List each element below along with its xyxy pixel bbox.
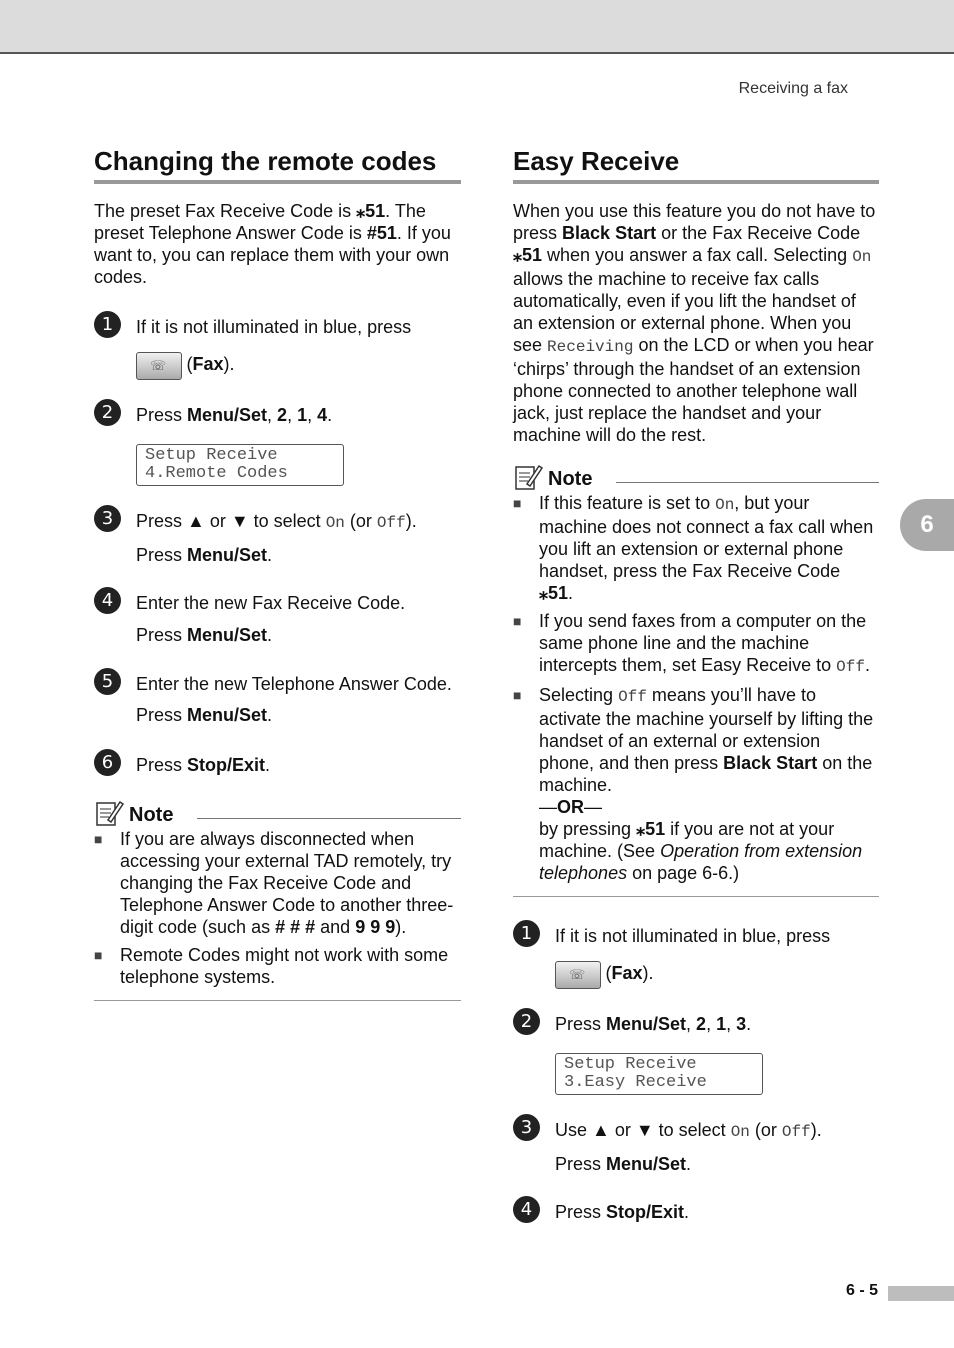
right-column: [513, 146, 879, 1223]
left-column: [94, 146, 461, 1001]
step-3: 3 Use ▲ or ▼ to select On (or Off). Press Menu/Set.: [513, 1119, 879, 1175]
chapter-tab: 6: [900, 499, 954, 551]
note-item: ■ If you send faxes from a computer on the same phone line and the machine intercepts them, set Easy Receive to Off.: [513, 610, 879, 678]
step-number: 4: [94, 587, 121, 614]
step-number: 3: [513, 1114, 540, 1141]
step-number: 1: [513, 920, 540, 947]
step-2: 2 Press Menu/Set, 2, 1, 4. Setup Receive 4.Remote Codes: [94, 404, 461, 486]
step-number: 2: [94, 399, 121, 426]
step-5: 5 Enter the new Telephone Answer Code. Press Menu/Set.: [94, 673, 461, 726]
note-pencil-icon: [94, 798, 124, 828]
note-pencil-icon: [513, 462, 543, 492]
step-number: 1: [94, 311, 121, 338]
note-list: [513, 492, 879, 884]
section-title-easy-receive: Easy Receive: [513, 146, 879, 184]
fax-button[interactable]: [136, 352, 182, 380]
step-1: 1 If it is not illuminated in blue, press ☏ (Fax).: [513, 925, 879, 989]
note-end-rule: [94, 1000, 461, 1001]
step-6: 6 Press Stop/Exit.: [94, 754, 461, 776]
step-2: 2 Press Menu/Set, 2, 1, 3. Setup Receive 3.Easy Receive: [513, 1013, 879, 1095]
step-number: 6: [94, 749, 121, 776]
step-4: 4 Enter the new Fax Receive Code. Press Menu/Set.: [94, 592, 461, 646]
footer-bar: [888, 1286, 954, 1301]
step-1: 1 If it is not illuminated in blue, press ☏ (Fax).: [94, 316, 461, 380]
fax-icon: ☏: [569, 967, 586, 982]
easy-receive-intro: When you use this feature you do not have to press Black Start or the Fax Receive Code ⁎51 when you answer a fax call. Selecting On allows the machine to receive fax calls automatically, even if you lift the handset of an extension or external phone. When you see Receiving on the LCD or when you hear ‘chirps’ through the handset of an extension phone connected to another telephone wall jack, just replace the handset and your machine will do the rest.: [513, 201, 876, 445]
step-4: 4 Press Stop/Exit.: [513, 1201, 879, 1223]
note-box: Note ■ If this feature is set to On, but your machine does not connect a fax call when you lift an extension or external phone handset, press the Fax Receive Code ⁎51. ■ If you send faxes from a computer on the same phone line and the machine intercepts them, set Easy Receive to Off. ■ Selecting Off means you’ll have to activate the machine yourself by lifting the handset of an external or extension phone, and then press Black Start on the machine. —OR— by pressing ⁎51 if you are not at your machine. (See Operation from extension telephones on page 6-6.): [513, 462, 879, 897]
step-number: 3: [94, 505, 121, 532]
lcd-display: Setup Receive 4.Remote Codes: [136, 444, 344, 486]
running-header: Receiving a fax: [738, 80, 848, 97]
step-number: 5: [94, 668, 121, 695]
fax-button[interactable]: [555, 961, 601, 989]
step-3: 3 Press ▲ or ▼ to select On (or Off). Press Menu/Set.: [94, 510, 461, 566]
page-number: 6 - 5: [846, 1282, 879, 1299]
note-item: ■ If you are always disconnected when accessing your external TAD remotely, try changing the Fax Receive Code and Telephone Answer Code to another three-digit code (such as # # # and 9 9 9).: [94, 828, 461, 938]
step-number: 2: [513, 1008, 540, 1035]
note-item: ■ If this feature is set to On, but your machine does not connect a fax call when you lift an extension or external phone handset, press the Fax Receive Code ⁎51.: [513, 492, 879, 604]
lcd-display: Setup Receive 3.Easy Receive: [555, 1053, 763, 1095]
top-band: [0, 0, 954, 54]
note-box: Note ■ If you are always disconnected when accessing your external TAD remotely, try changing the Fax Receive Code and Telephone Answer Code to another three-digit code (such as # # # and 9 9 9). ■ Remote Codes might not work with some telephone systems.: [94, 798, 461, 1001]
section-title-remote-codes: Changing the remote codes: [94, 146, 461, 184]
step-number: 4: [513, 1196, 540, 1223]
note-list: [94, 828, 461, 988]
note-item: ■ Selecting Off means you’ll have to activate the machine yourself by lifting the handset of an external or extension phone, and then press Black Start on the machine. —OR— by pressing ⁎51 if you are not at your machine. (See Operation from extension telephones on page 6-6.): [513, 684, 879, 884]
note-end-rule: [513, 896, 879, 897]
note-item: ■ Remote Codes might not work with some telephone systems.: [94, 944, 461, 988]
remote-codes-intro: The preset Fax Receive Code is ⁎51. The preset Telephone Answer Code is #51. If you want to, you can replace them with your own codes.: [94, 201, 451, 287]
fax-icon: ☏: [150, 358, 167, 373]
